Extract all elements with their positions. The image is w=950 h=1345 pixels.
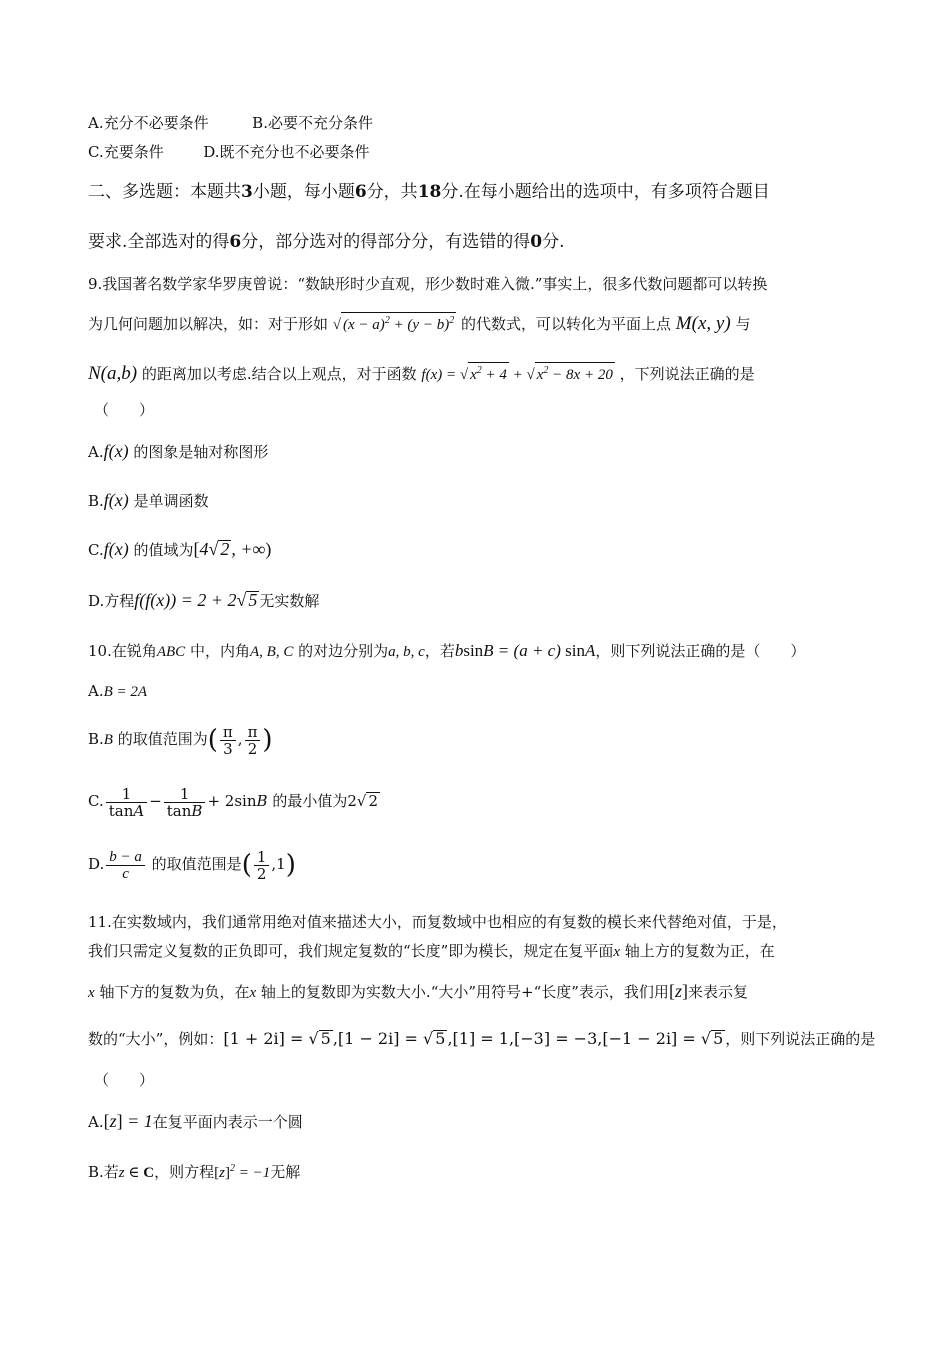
q11-text: 我们只需定义复数的正负即可，我们规定复数的“长度”即为模长，规定在复平面 [88, 942, 614, 960]
q10-text: ，若 [424, 642, 455, 660]
q10-stem: 10.在锐角ABC 中，内角A, B, C 的对边分别为a, b, c，若bsinB = (a + c) sinA，则下列说法正确的是（ ） [88, 641, 806, 660]
q9-text: ，下列说法正确的是 [619, 365, 755, 383]
q10-text: 10.在锐角 [88, 642, 157, 660]
q11-option-b-text: ，则方程 [154, 1163, 215, 1181]
q11-text: 轴上方的复数为正，在 [624, 942, 775, 960]
q9-stem-line3 [88, 362, 755, 385]
q9-option-c-text: 的值域为 [133, 541, 194, 559]
q11-option-b-text: B.若 [88, 1163, 119, 1181]
q10-option-d: D. $\frac{b - a}{c}$ 的取值范围是( $\frac{1}{2}$ ,1) [88, 847, 296, 883]
q8-options-row1 [88, 113, 373, 133]
q10-option-c-text: 的最小值为 [272, 792, 348, 810]
q9-answer-paren: （ ） [94, 401, 155, 419]
section2-heading-line1 [88, 182, 770, 202]
q9-option-d-text: D.方程 [88, 592, 135, 610]
q11-stem-line1: 11.在实数域内，我们通常用绝对值来描述大小，而复数域中也相应的有复数的模长来代替绝对值，于是， [88, 913, 787, 931]
q11-stem-line2: 我们只需定义复数的正负即可，我们规定复数的“长度”即为模长，规定在复平面x 轴上方的复数为正，在 [88, 942, 775, 960]
q11-text: ，则下列说法正确的是 [725, 1030, 876, 1048]
section2-text: 分，部分选对的得部分分，有选错的得 [241, 232, 531, 252]
section2-total: 18 [417, 182, 442, 202]
q8-option-c: C.充要条件 [88, 143, 164, 161]
q10-text: 中，内角 [189, 642, 250, 660]
section2-text: 分. [542, 232, 565, 252]
q9-option-c: C.f(x) 的值域为[4√ 2 , +∞) [88, 539, 272, 559]
q9-option-b: B.f(x) 是单调函数 [88, 490, 209, 510]
q8-option-b: B.必要不充分条件 [252, 114, 373, 132]
q11-text: 轴下方的复数为负，在 [99, 983, 250, 1001]
q9-stem-line2 [88, 312, 750, 335]
q9-option-b-text: 是单调函数 [133, 492, 209, 510]
q11-text: 来表示复 [687, 983, 748, 1001]
q10-option-b: B.B 的取值范围为( $\frac{\pi}{3}$ , $\frac{\pi}{2}$ ) [88, 722, 273, 758]
q10-option-a: A.B = 2A [88, 682, 148, 700]
section2-text: 小题，每小题 [252, 182, 355, 202]
section2-text: 二、多选题：本题共 [88, 182, 241, 202]
q9-distance-expression: √ $(x - a)^2 + (y - b)^2$ [333, 317, 456, 333]
q11-stem-line3: x 轴下方的复数为负，在x 轴上的复数即为实数大小.“大小”用符号+“长度”表示，我们用[z]来表示复 [88, 981, 748, 1001]
section2-heading-line2 [88, 232, 565, 252]
q9-text: 为几何问题加以解决，如：对于形如 [88, 315, 329, 333]
q11-answer-paren: （ ） [94, 1071, 155, 1089]
q10-option-b-label: B. [88, 730, 104, 748]
section2-text: 分，共 [366, 182, 418, 202]
q11-option-a-text: 在复平面内表示一个圆 [152, 1113, 303, 1131]
q10-option-d-text: 的取值范围是 [151, 855, 242, 873]
q9-text: 的代数式，可以转化为平面上点 [461, 315, 672, 333]
q11-text: 轴上的复数即为实数大小.“大小”用符号+“长度”表示，我们用 [260, 983, 669, 1001]
q10-option-d-label: D. [88, 855, 105, 873]
section2-points: 6 [354, 182, 367, 202]
q9-text: 与 [735, 315, 751, 333]
q8-option-a: A.充分不必要条件 [88, 114, 209, 132]
q9-option-d-text: 无实数解 [259, 592, 320, 610]
q10-option-c-label: C. [88, 792, 104, 810]
section2-zero-points: 0 [530, 232, 543, 252]
q11-option-b-text: 无解 [270, 1163, 301, 1181]
q9-option-a-text: 的图象是轴对称图形 [133, 443, 269, 461]
q9-function-def: f(x) = √ $x^2 + 4$ + √ $x^2 - 8x + 20$ [421, 367, 614, 383]
q10-text: ，则下列说法正确的是（ ） [595, 642, 806, 660]
q11-text: 数的“大小”，例如： [88, 1030, 224, 1048]
q10-option-b-text: 的取值范围为 [117, 730, 208, 748]
q10-text: 的对边分别为 [298, 642, 389, 660]
section2-full-points: 6 [229, 232, 242, 252]
q9-stem-line1: 9.我国著名数学家华罗庚曾说：“数缺形时少直观，形少数时难入微.”事实上，很多代数问题都可以转换 [88, 275, 768, 293]
q9-point-m: M(x, y) [675, 313, 731, 334]
section2-count: 3 [241, 182, 253, 202]
q8-option-d: D.既不充分也不必要条件 [203, 143, 370, 161]
q9-option-d: D.方程f(f(x)) = 2 + 2√ 5 无实数解 [88, 590, 320, 610]
q9-option-a: A.f(x) 的图象是轴对称图形 [88, 441, 269, 461]
section2-text: 分.在每小题给出的选项中，有多项符合题目 [441, 182, 770, 202]
q11-stem-line4: 数的“大小”，例如：[1 + 2i] = √ 5 ,[1 − 2i] = √ 5 ,[1] = 1,[−3] = −3,[−1 − 2i] = √ 5 ，则下列说法正确的是 [88, 1029, 876, 1048]
q10-option-a-label: A. [88, 682, 104, 700]
q10-option-c: C. $\frac{1}{\tan A}$ − $\frac{1}{\tan B}$ + 2sinB 的最小值为2√ 2 [88, 784, 378, 820]
q8-options-row2 [88, 142, 370, 162]
q11-option-a: A.[z] = 1在复平面内表示一个圆 [88, 1111, 303, 1131]
q11-option-b: B.若z ∈ C，则方程$[z]^2 = -1$无解 [88, 1163, 301, 1181]
q9-point-n: N(a,b) [88, 363, 138, 384]
section2-text: 要求.全部选对的得 [88, 232, 230, 252]
q9-text: 的距离加以考虑.结合以上观点，对于函数 [141, 365, 417, 383]
